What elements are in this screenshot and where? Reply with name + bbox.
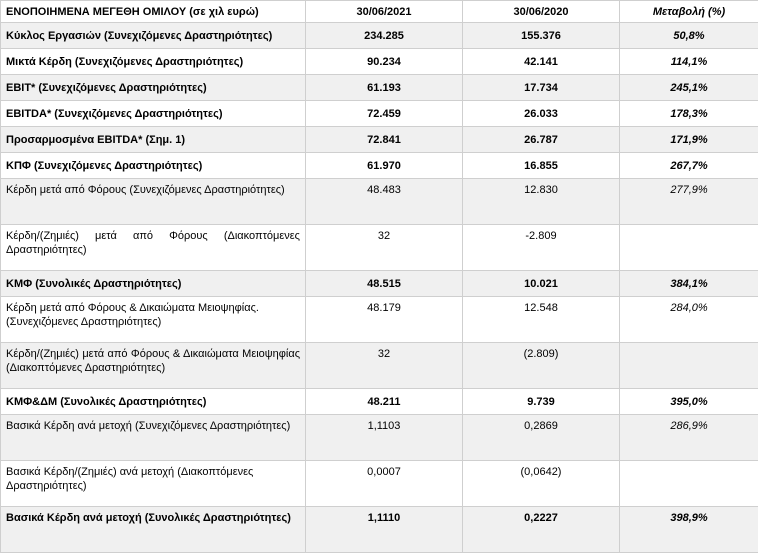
value-2020: 26.033 (463, 101, 620, 127)
change-percent (620, 343, 758, 389)
value-2021: 1,1103 (306, 415, 463, 461)
header-label: ΕΝΟΠΟΙΗΜΕΝΑ ΜΕΓΕΘΗ ΟΜΙΛΟΥ (σε χιλ ευρώ) (1, 1, 306, 23)
table-row-eps-continuing (1, 415, 758, 461)
value-2020: 12.548 (463, 297, 620, 343)
value-2020: 42.141 (463, 49, 620, 75)
change-percent: 245,1% (620, 75, 758, 101)
value-2020: (2.809) (463, 343, 620, 389)
row-label: ΚΜΦ&ΔΜ (Συνολικές Δραστηριότητες) (1, 389, 306, 415)
value-2020: (0,0642) (463, 461, 620, 507)
table-row-adjusted-ebitda (1, 127, 758, 153)
table-row-ebitda (1, 101, 758, 127)
value-2021: 48.483 (306, 179, 463, 225)
value-2020: 17.734 (463, 75, 620, 101)
change-percent (620, 461, 758, 507)
change-percent: 267,7% (620, 153, 758, 179)
row-label: EBIT* (Συνεχιζόμενες Δραστηριότητες) (1, 75, 306, 101)
value-2021: 61.970 (306, 153, 463, 179)
value-2021: 48.179 (306, 297, 463, 343)
change-percent: 50,8% (620, 23, 758, 49)
table-row-revenue (1, 23, 758, 49)
value-2021: 61.193 (306, 75, 463, 101)
header-change: Μεταβολή (%) (620, 1, 758, 23)
table-row-eat-continuing (1, 179, 758, 225)
value-2020: 26.787 (463, 127, 620, 153)
value-2020: 9.739 (463, 389, 620, 415)
row-label: Κέρδη/(Ζημιές) μετά από Φόρους & Δικαιώματα Μειοψηφίας (Διακοπτόμενες Δραστηριότητες) (1, 343, 306, 389)
change-percent (620, 225, 758, 271)
value-2020: 0,2869 (463, 415, 620, 461)
change-percent: 398,9% (620, 507, 758, 553)
row-label: Μικτά Κέρδη (Συνεχιζόμενες Δραστηριότητες) (1, 49, 306, 75)
table-row-ebt (1, 153, 758, 179)
row-label: EBITDA* (Συνεχιζόμενες Δραστηριότητες) (1, 101, 306, 127)
value-2020: 12.830 (463, 179, 620, 225)
value-2020: 155.376 (463, 23, 620, 49)
row-label: ΚΜΦ (Συνολικές Δραστηριότητες) (1, 271, 306, 297)
value-2020: 0,2227 (463, 507, 620, 553)
value-2020: 10.021 (463, 271, 620, 297)
row-label: Κέρδη/(Ζημιές) μετά από Φόρους (Διακοπτόμενες Δραστηριότητες) (1, 225, 306, 271)
change-percent: 286,9% (620, 415, 758, 461)
change-percent: 114,1% (620, 49, 758, 75)
change-percent: 277,9% (620, 179, 758, 225)
row-label: Προσαρμοσμένα EBITDA* (Σημ. 1) (1, 127, 306, 153)
value-2021: 48.515 (306, 271, 463, 297)
change-percent: 384,1% (620, 271, 758, 297)
value-2020: -2.809 (463, 225, 620, 271)
value-2021: 72.459 (306, 101, 463, 127)
row-label: Κέρδη μετά από Φόρους (Συνεχιζόμενες Δραστηριότητες) (1, 179, 306, 225)
table-row-eatam-discontinued (1, 343, 758, 389)
value-2021: 234.285 (306, 23, 463, 49)
change-percent: 178,3% (620, 101, 758, 127)
value-2020: 16.855 (463, 153, 620, 179)
value-2021: 32 (306, 225, 463, 271)
table-row-eat-total (1, 271, 758, 297)
header-2020: 30/06/2020 (463, 1, 620, 23)
change-percent: 284,0% (620, 297, 758, 343)
table-row-eatam-continuing (1, 297, 758, 343)
value-2021: 32 (306, 343, 463, 389)
row-label: Κύκλος Εργασιών (Συνεχιζόμενες Δραστηριότητες) (1, 23, 306, 49)
header-row (1, 1, 758, 23)
table-row-eps-total (1, 507, 758, 553)
table-row-eps-discontinued (1, 461, 758, 507)
table-row-eatam-total (1, 389, 758, 415)
row-label: Βασικά Κέρδη ανά μετοχή (Συνολικές Δραστηριότητες) (1, 507, 306, 553)
row-label: Βασικά Κέρδη ανά μετοχή (Συνεχιζόμενες Δραστηριότητες) (1, 415, 306, 461)
table-row-eat-discontinued (1, 225, 758, 271)
value-2021: 48.211 (306, 389, 463, 415)
value-2021: 0,0007 (306, 461, 463, 507)
table-row-gross-profit (1, 49, 758, 75)
value-2021: 72.841 (306, 127, 463, 153)
change-percent: 395,0% (620, 389, 758, 415)
value-2021: 1,1110 (306, 507, 463, 553)
row-label: ΚΠΦ (Συνεχιζόμενες Δραστηριότητες) (1, 153, 306, 179)
row-label: Κέρδη μετά από Φόρους & Δικαιώματα Μειοψηφίας. (Συνεχιζόμενες Δραστηριότητες) (1, 297, 306, 343)
header-2021: 30/06/2021 (306, 1, 463, 23)
table-row-ebit (1, 75, 758, 101)
change-percent: 171,9% (620, 127, 758, 153)
value-2021: 90.234 (306, 49, 463, 75)
row-label: Βασικά Κέρδη/(Ζημιές) ανά μετοχή (Διακοπτόμενες Δραστηριότητες) (1, 461, 306, 507)
